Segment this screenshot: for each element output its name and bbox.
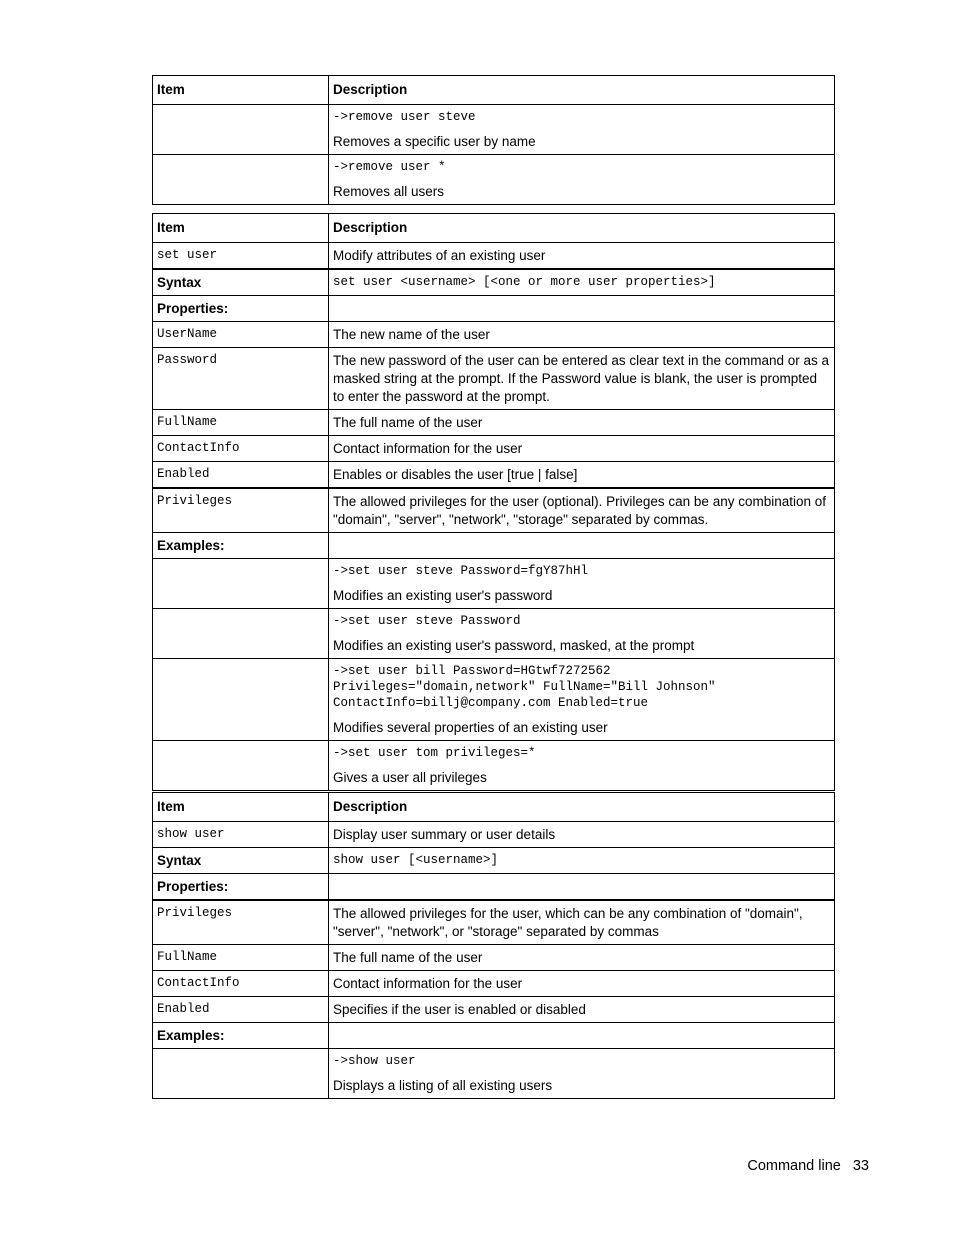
header-item: Item — [153, 214, 329, 243]
property-description: Contact information for the user — [329, 436, 835, 462]
empty-cell — [329, 296, 835, 322]
property-description: Contact information for the user — [329, 971, 835, 997]
property-description: The new password of the user can be entered as clear text in the command or as a masked string at the prompt. If the Password value is blank, the user is prompted to enter the password at the prompt. — [329, 348, 835, 410]
empty-cell — [329, 874, 835, 901]
example-row — [153, 1049, 835, 1099]
property-row — [153, 900, 835, 945]
page-footer — [735, 1158, 869, 1174]
example-description: Removes all users — [333, 184, 445, 199]
property-description: The new name of the user — [329, 322, 835, 348]
property-description: The allowed privileges for the user, which can be any combination of "domain", "server", "network", or "storage" separated by commas — [329, 900, 835, 945]
example-cell — [329, 659, 835, 741]
syntax-label: Syntax — [153, 269, 329, 296]
empty-cell — [153, 559, 329, 609]
example-description: Displays a listing of all existing users — [333, 1078, 553, 1093]
property-name: Password — [153, 348, 329, 410]
property-name: UserName — [153, 322, 329, 348]
set-user-table — [152, 213, 835, 791]
property-name: FullName — [153, 410, 329, 436]
example-row — [153, 609, 835, 659]
syntax-value: show user [<username>] — [329, 848, 835, 874]
command-name: set user — [153, 243, 329, 270]
example-description: Gives a user all privileges — [333, 770, 487, 785]
remove-user-table — [152, 75, 835, 205]
example-row — [153, 559, 835, 609]
example-cell — [329, 559, 835, 609]
example-description: Modifies an existing user's password, masked, at the prompt — [333, 638, 695, 653]
example-row — [153, 659, 835, 741]
command-row — [153, 822, 835, 848]
example-cell — [329, 741, 835, 791]
property-description: Enables or disables the user [true | false] — [329, 462, 835, 489]
examples-label-row — [153, 1023, 835, 1049]
table-row — [153, 105, 835, 155]
example-description: Modifies an existing user's password — [333, 588, 553, 603]
table-header-row — [153, 214, 835, 243]
table-header-row — [153, 793, 835, 822]
command-description: Display user summary or user details — [329, 822, 835, 848]
property-row — [153, 997, 835, 1023]
table-row — [153, 155, 835, 205]
item-cell — [153, 105, 329, 155]
empty-cell — [153, 741, 329, 791]
property-row — [153, 410, 835, 436]
example-command: ->set user bill Password=HGtwf7272562 Privileges="domain,network" FullName="Bill Johnson" ContactInfo=billj@company.com Enabled=true — [333, 664, 716, 710]
command-description: Modify attributes of an existing user — [329, 243, 835, 270]
example-row — [153, 741, 835, 791]
example-command: ->set user tom privileges=* — [333, 746, 536, 760]
page-number: 33 — [852, 1158, 869, 1174]
empty-cell — [153, 659, 329, 741]
properties-label-row — [153, 296, 835, 322]
property-name: Enabled — [153, 462, 329, 489]
header-description: Description — [329, 793, 835, 822]
property-row — [153, 462, 835, 489]
table-header-row — [153, 76, 835, 105]
item-cell — [153, 155, 329, 205]
syntax-value: set user <username> [<one or more user properties>] — [329, 269, 835, 296]
header-description: Description — [329, 214, 835, 243]
header-item: Item — [153, 76, 329, 105]
properties-label: Properties: — [153, 296, 329, 322]
example-command: ->set user steve Password — [333, 614, 521, 628]
description-cell — [329, 105, 835, 155]
property-name: Privileges — [153, 900, 329, 945]
property-row — [153, 945, 835, 971]
property-description: Specifies if the user is enabled or disabled — [329, 997, 835, 1023]
syntax-label: Syntax — [153, 848, 329, 874]
command-row — [153, 243, 835, 270]
property-row — [153, 488, 835, 533]
example-description: Removes a specific user by name — [333, 134, 536, 149]
footer-section: Command line — [747, 1158, 841, 1174]
property-name: FullName — [153, 945, 329, 971]
property-name: ContactInfo — [153, 971, 329, 997]
property-name: Privileges — [153, 488, 329, 533]
property-row — [153, 322, 835, 348]
syntax-row — [153, 269, 835, 296]
property-name: Enabled — [153, 997, 329, 1023]
examples-label: Examples: — [153, 1023, 329, 1049]
properties-label-row — [153, 874, 835, 901]
properties-label: Properties: — [153, 874, 329, 901]
header-description: Description — [329, 76, 835, 105]
empty-cell — [329, 1023, 835, 1049]
examples-label-row — [153, 533, 835, 559]
header-item: Item — [153, 793, 329, 822]
example-command: ->remove user * — [333, 160, 446, 174]
example-description: Modifies several properties of an existing user — [333, 720, 608, 735]
property-description: The full name of the user — [329, 410, 835, 436]
command-name: show user — [153, 822, 329, 848]
property-description: The allowed privileges for the user (optional). Privileges can be any combination of "domain", "server", "network", "storage" separated by commas. — [329, 488, 835, 533]
example-command: ->remove user steve — [333, 110, 476, 124]
examples-label: Examples: — [153, 533, 329, 559]
empty-cell — [153, 609, 329, 659]
example-cell — [329, 1049, 835, 1099]
empty-cell — [329, 533, 835, 559]
property-row — [153, 436, 835, 462]
example-command: ->show user — [333, 1054, 416, 1068]
property-description: The full name of the user — [329, 945, 835, 971]
show-user-table — [152, 792, 835, 1099]
description-cell — [329, 155, 835, 205]
example-cell — [329, 609, 835, 659]
example-command: ->set user steve Password=fgY87hHl — [333, 564, 589, 578]
property-row — [153, 971, 835, 997]
property-row — [153, 348, 835, 410]
empty-cell — [153, 1049, 329, 1099]
property-name: ContactInfo — [153, 436, 329, 462]
syntax-row — [153, 848, 835, 874]
